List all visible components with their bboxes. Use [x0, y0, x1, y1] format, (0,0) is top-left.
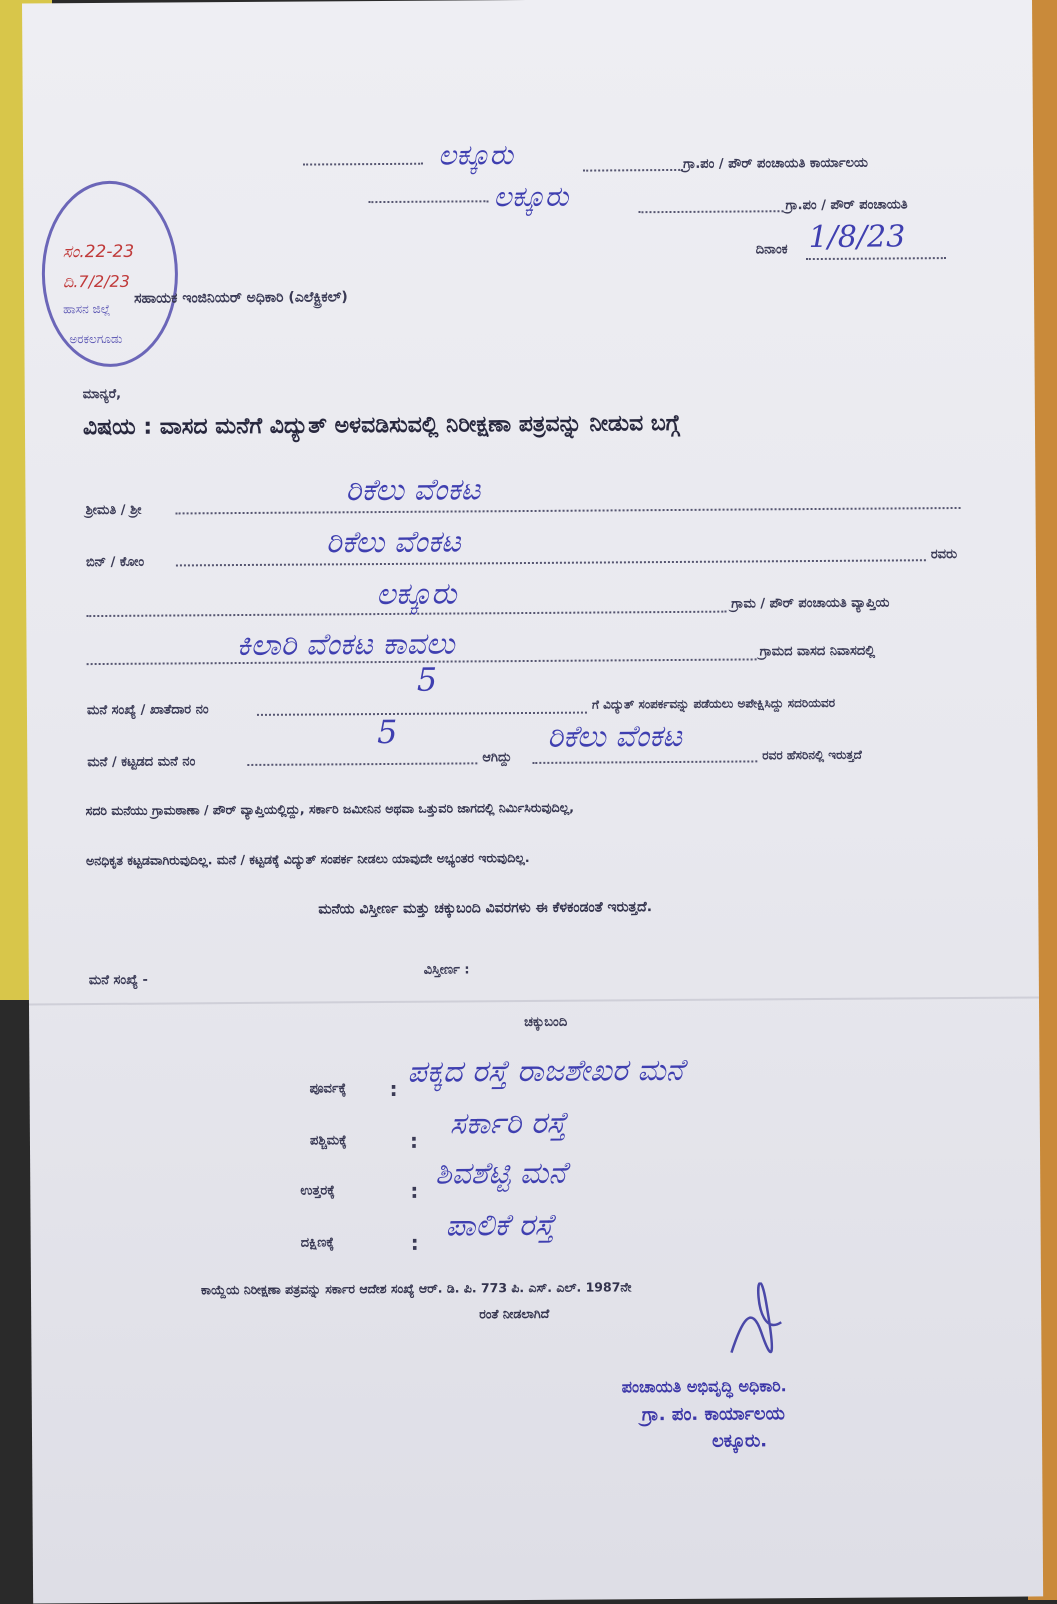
header-leader-1	[303, 163, 423, 166]
house-no-suffix: ಗೆ ವಿದ್ಯುತ್ ಸಂಪರ್ಕವನ್ನು ಪಡೆಯಲು ಅಪೇಕ್ಷಿಸಿದ್ದು ಸದರಿಯವರ	[591, 695, 836, 712]
date-leader	[806, 257, 946, 260]
boundary-east-label: ಪೂರ್ವಕ್ಕೆ	[309, 1081, 347, 1097]
boundary-south-value: ಪಾಲಿಕೆ ರಸ್ತೆ	[445, 1207, 555, 1244]
footer-line-1: ಕಾಯ್ದೆಯ ನಿರೀಕ್ಷಣಾ ಪತ್ರವನ್ನು ಸರ್ಕಾರ ಆದೇಶ ಸಂಖ್ಯೆ ಆರ್. ಡಿ. ಪಿ. 773 ಪಿ. ಎಸ್. ಎಲ್. 1987ನೇ	[200, 1279, 632, 1298]
document-page	[22, 0, 1043, 1603]
officer-place: ಲಕ್ಕೂರು.	[711, 1430, 768, 1452]
field-father-line	[176, 559, 926, 566]
field-father-label: ಬಿನ್ / ಕೋಂ	[85, 554, 145, 571]
header-leader-1b	[583, 169, 683, 172]
seal-number: ಸಂ.22-23	[62, 241, 135, 263]
office-seal	[41, 180, 178, 367]
field-name-value: ರಿಕೆಲು ವೆಂಕಟ	[345, 472, 481, 509]
boundary-east-value: ಪಕ್ಕದ ರಸ್ತೆ ರಾಜಶೇಖರ ಮನೆ	[407, 1052, 684, 1090]
boundary-west-label: ಪಶ್ಚಿಮಕ್ಕೆ	[309, 1133, 347, 1149]
boundary-west-value: ಸರ್ಕಾರಿ ರಸ್ತೆ	[449, 1105, 567, 1142]
boundary-north-value: ಶಿವಶೆಟ್ಟಿ ಮನೆ	[435, 1155, 567, 1192]
house-no-line	[257, 712, 587, 716]
boundary-south-colon: :	[410, 1230, 419, 1255]
boundary-north-label: ಉತ್ತರಕ್ಕೆ	[300, 1183, 335, 1199]
officer-signature	[721, 1282, 792, 1372]
seal-taluk: ಅರಕಲಗೂಡು	[69, 331, 123, 347]
area-label: ವಿಸ್ತೀರ್ಣ :	[423, 962, 470, 978]
field-name-line	[176, 507, 961, 514]
officer-title: ಪಂಚಾಯತಿ ಅಭಿವೃದ್ಧಿ ಅಧಿಕಾರಿ.	[621, 1376, 787, 1397]
boundary-north-colon: :	[410, 1178, 419, 1203]
house-no2-suffix: ರವರ ಹೆಸರಿನಲ್ಲಿ ಇರುತ್ತದೆ	[762, 747, 862, 763]
paper-fold	[29, 996, 1039, 1005]
house-no-label: ಮನೆ ಸಂಖ್ಯೆ / ಖಾತೆದಾರ ನಂ	[86, 702, 209, 719]
field-village-value: ಲಕ್ಕೂರು	[376, 576, 457, 613]
house-no2-value: 5	[376, 712, 398, 752]
header-leader-2b	[638, 210, 783, 213]
date-label: ದಿನಾಂಕ	[755, 242, 788, 258]
seal-district: ಹಾಸನ ಜಿಲ್ಲೆ	[63, 301, 111, 317]
field-name-label: ಶ್ರೀಮತಿ / ಶ್ರೀ	[85, 502, 142, 519]
header-office-printed: ಗ್ರಾ.ಪಂ / ಪೌರ್ ಪಂಚಾಯತಿ ಕಾರ್ಯಾಲಯ	[683, 155, 868, 172]
salutation: ಮಾನ್ಯರೆ,	[82, 386, 122, 403]
header-leader-2	[368, 200, 488, 203]
house-no-value: 5	[416, 660, 438, 699]
footer-line-2: ರಂತೆ ನೀಡಲಾಗಿದೆ	[479, 1305, 550, 1322]
boundary-south-label: ದಕ್ಷಿಣಕ್ಕೆ	[300, 1235, 335, 1251]
officer-office: ಗ್ರಾ. ಪಂ. ಕಾರ್ಯಾಲಯ	[641, 1403, 785, 1426]
body-line-1: ಸದರಿ ಮನೆಯು ಗ್ರಾಮಠಾಣಾ / ಪೌರ್ ವ್ಯಾಪ್ತಿಯಲ್ಲಿದ್ದು, ಸರ್ಕಾರಿ ಜಮೀನಿನ ಅಥವಾ ಒತ್ತುವರಿ ಜಾಗದಲ್ಲಿ ನಿರ್ಮಿಸಿರುವುದಿಲ್ಲ,	[85, 799, 575, 819]
house-area-label: ಮನೆ ಸಂಖ್ಯೆ -	[88, 972, 148, 989]
house-no2-mid: ಆಗಿದ್ದು	[482, 750, 512, 766]
field-area-suffix: ಗ್ರಾಮದ ವಾಸದ ನಿವಾಸದಲ್ಲಿ	[759, 643, 876, 660]
body-line-2: ಅನಧಿಕೃತ ಕಟ್ಟಡವಾಗಿರುವುದಿಲ್ಲ. ಮನೆ / ಕಟ್ಟಡಕ್ಕೆ ವಿದ್ಯುತ್ ಸಂಪರ್ಕ ನೀಡಲು ಯಾವುದೇ ಅಭ್ಯಂತರ ಇರುವುದಿಲ್ಲ.	[85, 850, 530, 869]
body-line-3: ಮನೆಯ ವಿಸ್ತೀರ್ಣ ಮತ್ತು ಚಕ್ಕುಬಂದಿ ವಿವರಗಳು ಈ ಕೆಳಕಂಡಂತೆ ಇರುತ್ತದೆ.	[318, 899, 653, 918]
header-panchayat-printed: ಗ್ರಾ.ಪಂ / ಪೌರ್ ಪಂಚಾಯತಿ	[785, 197, 908, 214]
addressee: ಸಹಾಯಕ ಇಂಜಿನಿಯರ್ ಅಧಿಕಾರಿ (ಎಲೆಕ್ಟ್ರಿಕಲ್)	[134, 289, 348, 307]
boundaries-title: ಚಕ್ಕುಬಂದಿ	[524, 1014, 568, 1031]
boundary-west-colon: :	[409, 1128, 419, 1153]
header-village-handwritten: ಲಕ್ಕೂರು	[437, 138, 514, 172]
boundary-east-colon: :	[389, 1076, 398, 1101]
house-no2-name-line	[532, 760, 757, 764]
seal-date: ದಿ.7/2/23	[62, 271, 130, 292]
field-father-suffix: ರವರು	[930, 547, 958, 563]
date-value: 1/8/23	[808, 219, 906, 256]
subject-line: ವಿಷಯ : ವಾಸದ ಮನೆಗೆ ವಿದ್ಯುತ್ ಅಳವಡಿಸುವಲ್ಲಿ ನಿರೀಕ್ಷಣಾ ಪತ್ರವನ್ನು ನೀಡುವ ಬಗ್ಗೆ	[82, 410, 680, 441]
field-father-value: ರಿಕೆಲು ವೆಂಕಟ	[325, 524, 461, 561]
header-village-handwritten-2: ಲಕ್ಕೂರು	[493, 179, 569, 214]
house-no2-label: ಮನೆ / ಕಟ್ಟಡದ ಮನೆ ನಂ	[87, 754, 196, 771]
house-no2-line	[247, 762, 477, 766]
field-area-value: ಕಿಲಾರಿ ವೆಂಕಟ ಕಾವಲು	[236, 626, 455, 664]
house-no2-name: ರಿಕೆಲು ವೆಂಕಟ	[547, 718, 683, 755]
field-village-suffix: ಗ್ರಾಮ / ಪೌರ್ ಪಂಚಾಯತಿ ವ್ಯಾಪ್ತಿಯ	[731, 595, 890, 612]
